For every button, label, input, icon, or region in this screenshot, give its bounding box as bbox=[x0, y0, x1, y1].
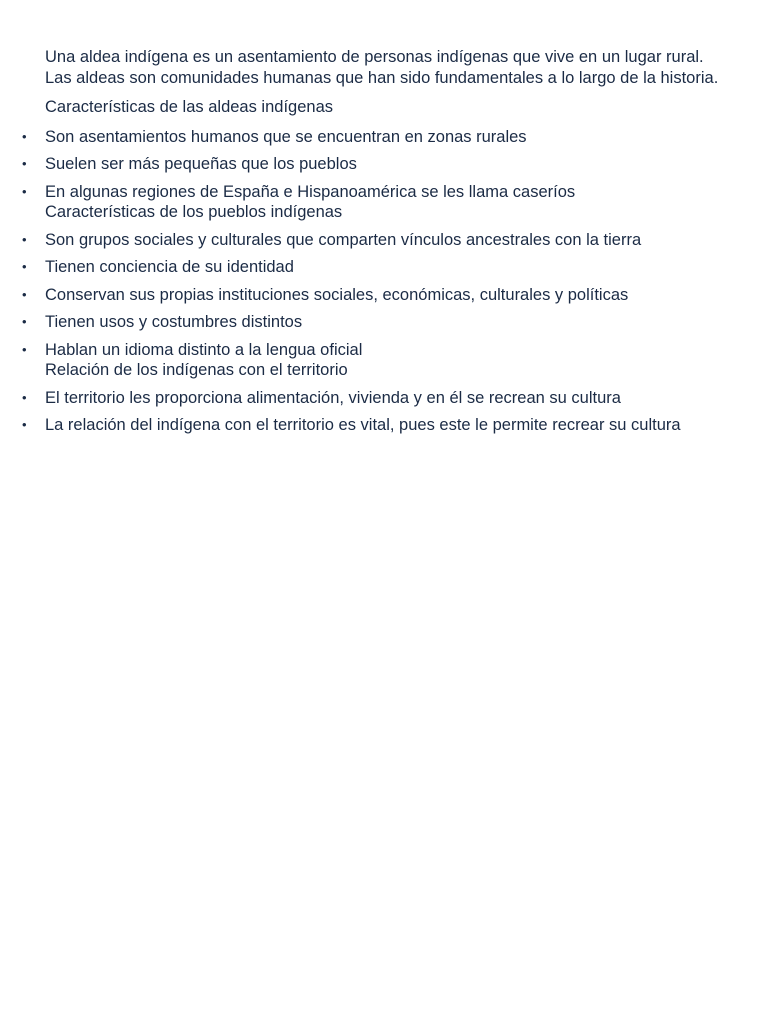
bullet-icon: • bbox=[22, 183, 27, 199]
section-heading-pueblos: Características de los pueblos indígenas bbox=[45, 203, 343, 221]
bullet-icon: • bbox=[22, 259, 27, 274]
section-heading-territorio: Relación de los indígenas con el territorio bbox=[45, 361, 348, 379]
list-item bbox=[22, 182, 728, 223]
list-item bbox=[22, 388, 728, 409]
list-item bbox=[22, 127, 728, 148]
list-item-text: Tienen conciencia de su identidad bbox=[45, 258, 294, 276]
bullet-icon: • bbox=[22, 389, 27, 405]
bullet-list bbox=[22, 127, 728, 436]
list-item bbox=[22, 415, 728, 436]
bullet-icon: • bbox=[22, 156, 27, 171]
bullet-icon: • bbox=[22, 417, 27, 432]
bullet-icon: • bbox=[22, 231, 27, 247]
list-item-text: La relación del indígena con el territorio es vital, pues este le permite recrear su cultura bbox=[45, 416, 681, 434]
bullet-icon: • bbox=[22, 286, 27, 302]
section-heading-aldeas: Características de las aldeas indígenas bbox=[45, 98, 333, 116]
list-item-text: En algunas regiones de España e Hispanoamérica se les llama caseríos bbox=[45, 182, 576, 201]
list-item bbox=[22, 154, 728, 175]
list-item-text: Son grupos sociales y culturales que comparten vínculos ancestrales con la tierra bbox=[45, 230, 642, 249]
list-item-text: Son asentamientos humanos que se encuentran en zonas rurales bbox=[45, 127, 527, 146]
list-item bbox=[22, 340, 728, 381]
document-body bbox=[0, 0, 768, 436]
bullet-icon: • bbox=[22, 341, 27, 357]
list-item bbox=[22, 257, 728, 278]
list-item-text: Hablan un idioma distinto a la lengua oficial bbox=[45, 340, 363, 359]
list-item bbox=[22, 285, 728, 306]
intro-paragraph: Una aldea indígena es un asentamiento de personas indígenas que vive en un lugar rural. Las aldeas son comunidades humanas que han sido fundamentales a lo largo de la historia. bbox=[45, 48, 719, 87]
bullet-icon: • bbox=[22, 128, 27, 144]
list-item-text: Suelen ser más pequeñas que los pueblos bbox=[45, 155, 357, 173]
list-item-text: Conservan sus propias instituciones sociales, económicas, culturales y políticas bbox=[45, 285, 629, 304]
list-item-text: Tienen usos y costumbres distintos bbox=[45, 313, 303, 331]
list-item-text: El territorio les proporciona alimentación, vivienda y en él se recrean su cultura bbox=[45, 388, 621, 407]
bullet-icon: • bbox=[22, 314, 27, 329]
list-item bbox=[22, 312, 728, 333]
list-item bbox=[22, 230, 728, 251]
